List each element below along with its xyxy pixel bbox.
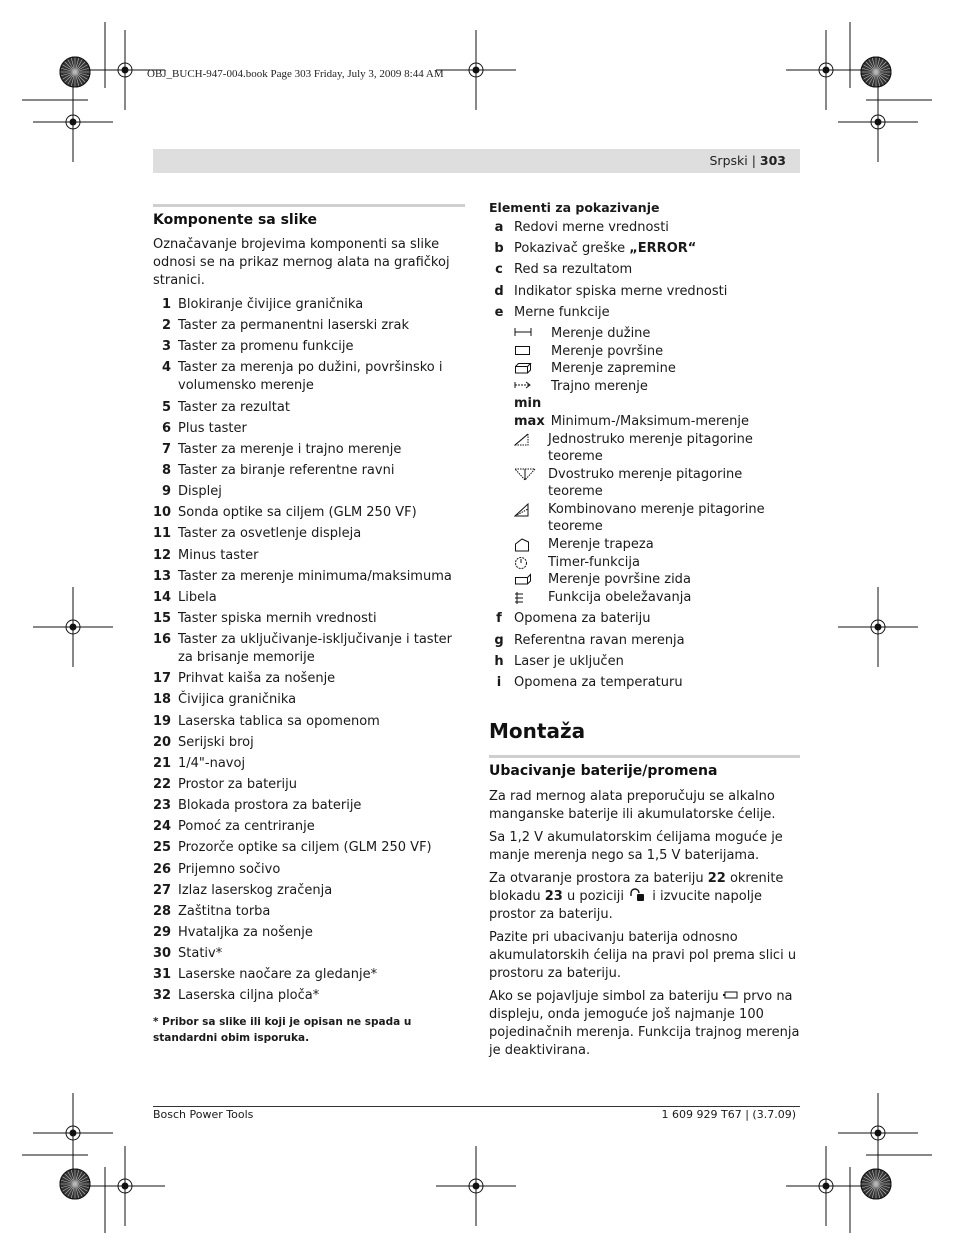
display-element-key: e <box>494 304 504 320</box>
display-element-text: Redovi merne vrednosti <box>514 220 669 235</box>
volume-icon <box>514 360 551 378</box>
component-item <box>153 839 465 857</box>
component-item <box>153 441 465 459</box>
display-element-item <box>489 653 800 671</box>
display-element-item <box>489 261 800 279</box>
battery-paragraph-2: Sa 1,2 V akumulatorskim ćelijama moguće je manje merenja nego sa 1,5 V baterijama. <box>489 830 783 863</box>
component-number: 31 <box>153 967 172 983</box>
component-text: Laserska tablica sa opomenom <box>178 713 380 729</box>
component-text: Laserske naočare za gledanje* <box>178 967 378 983</box>
component-text: Taster za permanentni laserski zrak <box>178 318 409 334</box>
component-text: Taster za osvetlenje displeja <box>178 526 362 542</box>
display-element-text: Laser je uključen <box>514 653 624 669</box>
section-rule <box>489 755 800 758</box>
battery-paragraph-1: Za rad mernog alata preporučuju se alkalno manganske baterije ili akumulatorske ćelije. <box>489 789 776 822</box>
component-number: 28 <box>153 903 172 919</box>
accessory-footnote: * Pribor sa slike ili koji je opisan ne spada u standardni obim isporuka. <box>153 1016 412 1045</box>
display-elements-list <box>489 219 800 322</box>
component-text: Taster za rezultat <box>178 399 290 415</box>
measuring-function-text: Trajno merenje <box>551 378 648 394</box>
footer-rule <box>153 1106 800 1107</box>
minmax-text: Minimum-/Maksimum-merenje <box>550 413 749 429</box>
min-label: min <box>514 396 542 412</box>
display-element-text: Referentna ravan merenja <box>514 632 685 648</box>
display-element-text: Opomena za bateriju <box>514 611 651 627</box>
right-column <box>489 200 800 1065</box>
component-item <box>153 296 465 314</box>
component-item <box>153 818 465 836</box>
section-rule <box>153 204 465 207</box>
component-item <box>153 945 465 963</box>
component-number: 17 <box>153 671 172 687</box>
component-number: 32 <box>153 988 172 1004</box>
component-text: Taster za uključivanje-isključivanje i taster za brisanje memorije <box>178 632 453 666</box>
display-element-text: Merne funkcije <box>514 304 610 320</box>
page-header-text <box>710 153 787 168</box>
page-header-bar <box>153 149 800 173</box>
battery-paragraph-5: Ako se pojavljuje simbol za bateriju prvo na displeju, onda jemoguće još najmanje 100 pojedinačnih merenja. Funkcija trajnog merenja je deaktivirana. <box>489 989 800 1058</box>
book-file-info: OBJ_BUCH-947-004.book Page 303 Friday, July 3, 2009 8:44 AM <box>147 68 444 80</box>
component-number: 1 <box>161 297 171 312</box>
measuring-function-item <box>514 536 800 554</box>
component-text: Prozorče optike sa ciljem (GLM 250 VF) <box>178 840 432 856</box>
component-number: 3 <box>161 339 171 355</box>
component-text: Libela <box>178 589 217 605</box>
component-text: Blokada prostora za baterije <box>178 798 362 814</box>
measuring-function-item <box>514 554 800 572</box>
component-item <box>153 670 465 688</box>
component-item <box>153 755 465 773</box>
trapezoid-icon <box>514 536 548 554</box>
display-element-item <box>489 219 800 237</box>
component-number: 12 <box>153 547 172 563</box>
component-number: 8 <box>161 462 171 478</box>
component-number: 18 <box>153 692 172 708</box>
component-text: Plus taster <box>178 420 247 436</box>
measuring-function-text: Dvostruko merenje pitagorine teoreme <box>548 466 743 500</box>
assembly-heading: Montaža <box>489 719 586 743</box>
component-number: 29 <box>153 924 172 940</box>
component-text: Čivijica graničnika <box>178 692 297 708</box>
component-item <box>153 610 465 628</box>
component-item <box>153 525 465 543</box>
measuring-function-text: Timer-funkcija <box>548 554 640 570</box>
component-number: 6 <box>161 420 171 436</box>
component-item <box>153 903 465 921</box>
component-number: 23 <box>153 798 172 814</box>
display-element-text: Red sa rezultatom <box>514 262 633 278</box>
component-number: 30 <box>153 946 172 962</box>
components-intro: Označavanje brojevima komponenti sa slike odnosi se na prikaz mernog alata na grafičkoj stranici. <box>153 237 450 288</box>
display-element-key: f <box>496 611 502 627</box>
component-number: 24 <box>153 819 172 835</box>
pythagoras-single-icon <box>514 431 548 466</box>
component-number: 7 <box>161 441 171 457</box>
component-text: Displej <box>178 484 222 500</box>
measuring-function-text: Merenje trapeza <box>548 537 654 553</box>
component-text: 1/4"-navoj <box>178 755 246 771</box>
display-element-key: i <box>496 675 502 690</box>
component-item <box>153 420 465 438</box>
display-element-text: Pokazivač greške „ERROR“ <box>514 241 697 257</box>
components-heading: Komponente sa slike <box>153 212 317 228</box>
pythagoras-double-icon <box>514 466 548 501</box>
display-element-key: g <box>494 632 504 648</box>
header-separator: | <box>747 153 760 168</box>
measuring-functions <box>489 325 800 607</box>
component-item <box>153 691 465 709</box>
component-item <box>153 734 465 752</box>
component-text: Taster za merenje i trajno merenje <box>178 441 402 457</box>
display-element-item <box>489 610 800 628</box>
component-text: Serijski broj <box>178 734 254 750</box>
component-text: Sonda optike sa ciljem (GLM 250 VF) <box>178 505 417 521</box>
measuring-function-text: Jednostruko merenje pitagorine teoreme <box>548 431 753 465</box>
timer-icon <box>514 554 548 572</box>
components-list <box>153 296 465 1005</box>
measuring-function-text: Kombinovano merenje pitagorine teoreme <box>548 501 765 535</box>
component-text: Prostor za bateriju <box>178 776 297 792</box>
component-item <box>153 547 465 565</box>
component-item <box>153 359 465 395</box>
display-element-key: h <box>494 653 504 669</box>
component-item <box>153 504 465 522</box>
display-element-text: Opomena za temperaturu <box>514 675 683 690</box>
component-item <box>153 987 465 1005</box>
max-label: max <box>514 413 545 429</box>
measuring-function-item <box>514 378 800 396</box>
display-element-text: Indikator spiska merne vrednosti <box>514 283 728 299</box>
marking-icon <box>514 589 548 607</box>
footer-doc-number: 1 609 929 T67 | (3.7.09) <box>661 1108 796 1121</box>
component-item <box>153 317 465 335</box>
component-number: 14 <box>153 589 172 605</box>
component-item <box>153 924 465 942</box>
component-text: Blokiranje čivijice graničnika <box>178 297 364 312</box>
wall-area-icon <box>514 571 548 589</box>
display-element-key: a <box>494 220 504 235</box>
component-text: Laserska ciljna ploča* <box>178 988 320 1004</box>
component-text: Prihvat kaiša za nošenje <box>178 671 336 687</box>
measuring-function-text: Funkcija obeležavanja <box>548 589 692 605</box>
component-item <box>153 797 465 815</box>
display-element-key: d <box>494 283 504 299</box>
component-text: Taster za merenja po dužini, površinsko i volumensko merenje <box>178 360 443 394</box>
measuring-function-item <box>514 571 800 589</box>
measuring-function-text: Merenje zapremine <box>551 361 676 377</box>
component-text: Izlaz laserskog zračenja <box>178 882 333 898</box>
component-item <box>153 589 465 607</box>
component-item <box>153 483 465 501</box>
measuring-function-item <box>514 325 800 343</box>
component-number: 10 <box>153 505 172 521</box>
component-item <box>153 713 465 731</box>
component-number: 5 <box>161 399 171 415</box>
display-element-item <box>489 283 800 301</box>
display-element-item <box>489 632 800 650</box>
component-item <box>153 568 465 586</box>
display-element-key: b <box>494 241 504 257</box>
component-number: 19 <box>153 713 172 729</box>
footer-brand: Bosch Power Tools <box>153 1108 254 1121</box>
component-number: 27 <box>153 882 172 898</box>
component-text: Pomoć za centriranje <box>178 819 315 835</box>
component-number: 15 <box>153 610 172 626</box>
measuring-function-text: Merenje dužine <box>551 325 651 341</box>
display-element-item <box>489 304 800 322</box>
continuous-icon <box>514 378 551 396</box>
component-number: 25 <box>153 840 172 856</box>
battery-paragraph-4: Pazite pri ubacivanju baterija odnosno akumulatorskih ćelija na pravi pol prema slici u prostoru za bateriju. <box>489 930 797 981</box>
component-number: 21 <box>153 755 172 771</box>
display-element-item <box>489 240 800 258</box>
length-icon <box>514 325 551 343</box>
component-item <box>153 338 465 356</box>
component-item <box>153 882 465 900</box>
battery-paragraph-3: Za otvaranje prostora za bateriju 22 okrenite blokadu 23 u poziciji i izvucite napolje prostor za bateriju. <box>489 871 784 922</box>
unlock-icon <box>628 888 648 902</box>
component-text: Prijemno sočivo <box>178 861 281 877</box>
measuring-function-item <box>514 431 800 466</box>
component-item <box>153 861 465 879</box>
component-number: 26 <box>153 861 172 877</box>
measuring-function-text: Merenje površine zida <box>548 572 691 588</box>
area-icon <box>514 343 551 361</box>
measuring-function-item <box>514 343 800 361</box>
component-item <box>153 966 465 984</box>
measuring-function-item <box>514 589 800 607</box>
header-section: Srpski <box>709 153 748 168</box>
component-item <box>153 462 465 480</box>
component-number: 9 <box>161 484 171 500</box>
component-text: Taster za biranje referentne ravni <box>178 462 395 478</box>
component-number: 11 <box>153 526 172 542</box>
component-text: Minus taster <box>178 547 259 563</box>
display-elements-heading: Elementi za pokazivanje <box>489 200 660 215</box>
component-number: 20 <box>153 734 172 750</box>
measuring-function-item <box>514 466 800 501</box>
battery-icon <box>723 991 739 1000</box>
component-text: Stativ* <box>178 946 223 962</box>
display-elements-list-2 <box>489 610 800 692</box>
component-text: Taster za promenu funkcije <box>178 339 354 355</box>
component-number: 4 <box>161 360 171 376</box>
display-element-key: c <box>495 262 503 278</box>
component-number: 2 <box>161 318 171 334</box>
measuring-function-item <box>514 360 800 378</box>
component-text: Taster za merenje minimuma/maksimuma <box>178 568 452 584</box>
component-item <box>153 776 465 794</box>
display-element-item <box>489 674 800 692</box>
component-text: Zaštitna torba <box>178 903 271 919</box>
component-number: 13 <box>153 568 172 584</box>
measuring-function-text: Merenje površine <box>551 343 664 359</box>
left-column <box>153 204 465 1046</box>
measuring-function-item <box>514 501 800 536</box>
minmax-row <box>514 413 800 431</box>
component-text: Hvataljka za nošenje <box>178 924 313 940</box>
page-number: 303 <box>759 153 786 168</box>
component-number: 16 <box>153 632 172 648</box>
pythagoras-combined-icon <box>514 501 548 536</box>
battery-heading: Ubacivanje baterije/promena <box>489 763 718 779</box>
component-item <box>153 631 465 667</box>
component-item <box>153 399 465 417</box>
component-number: 22 <box>153 776 172 792</box>
component-text: Taster spiska mernih vrednosti <box>178 610 377 626</box>
